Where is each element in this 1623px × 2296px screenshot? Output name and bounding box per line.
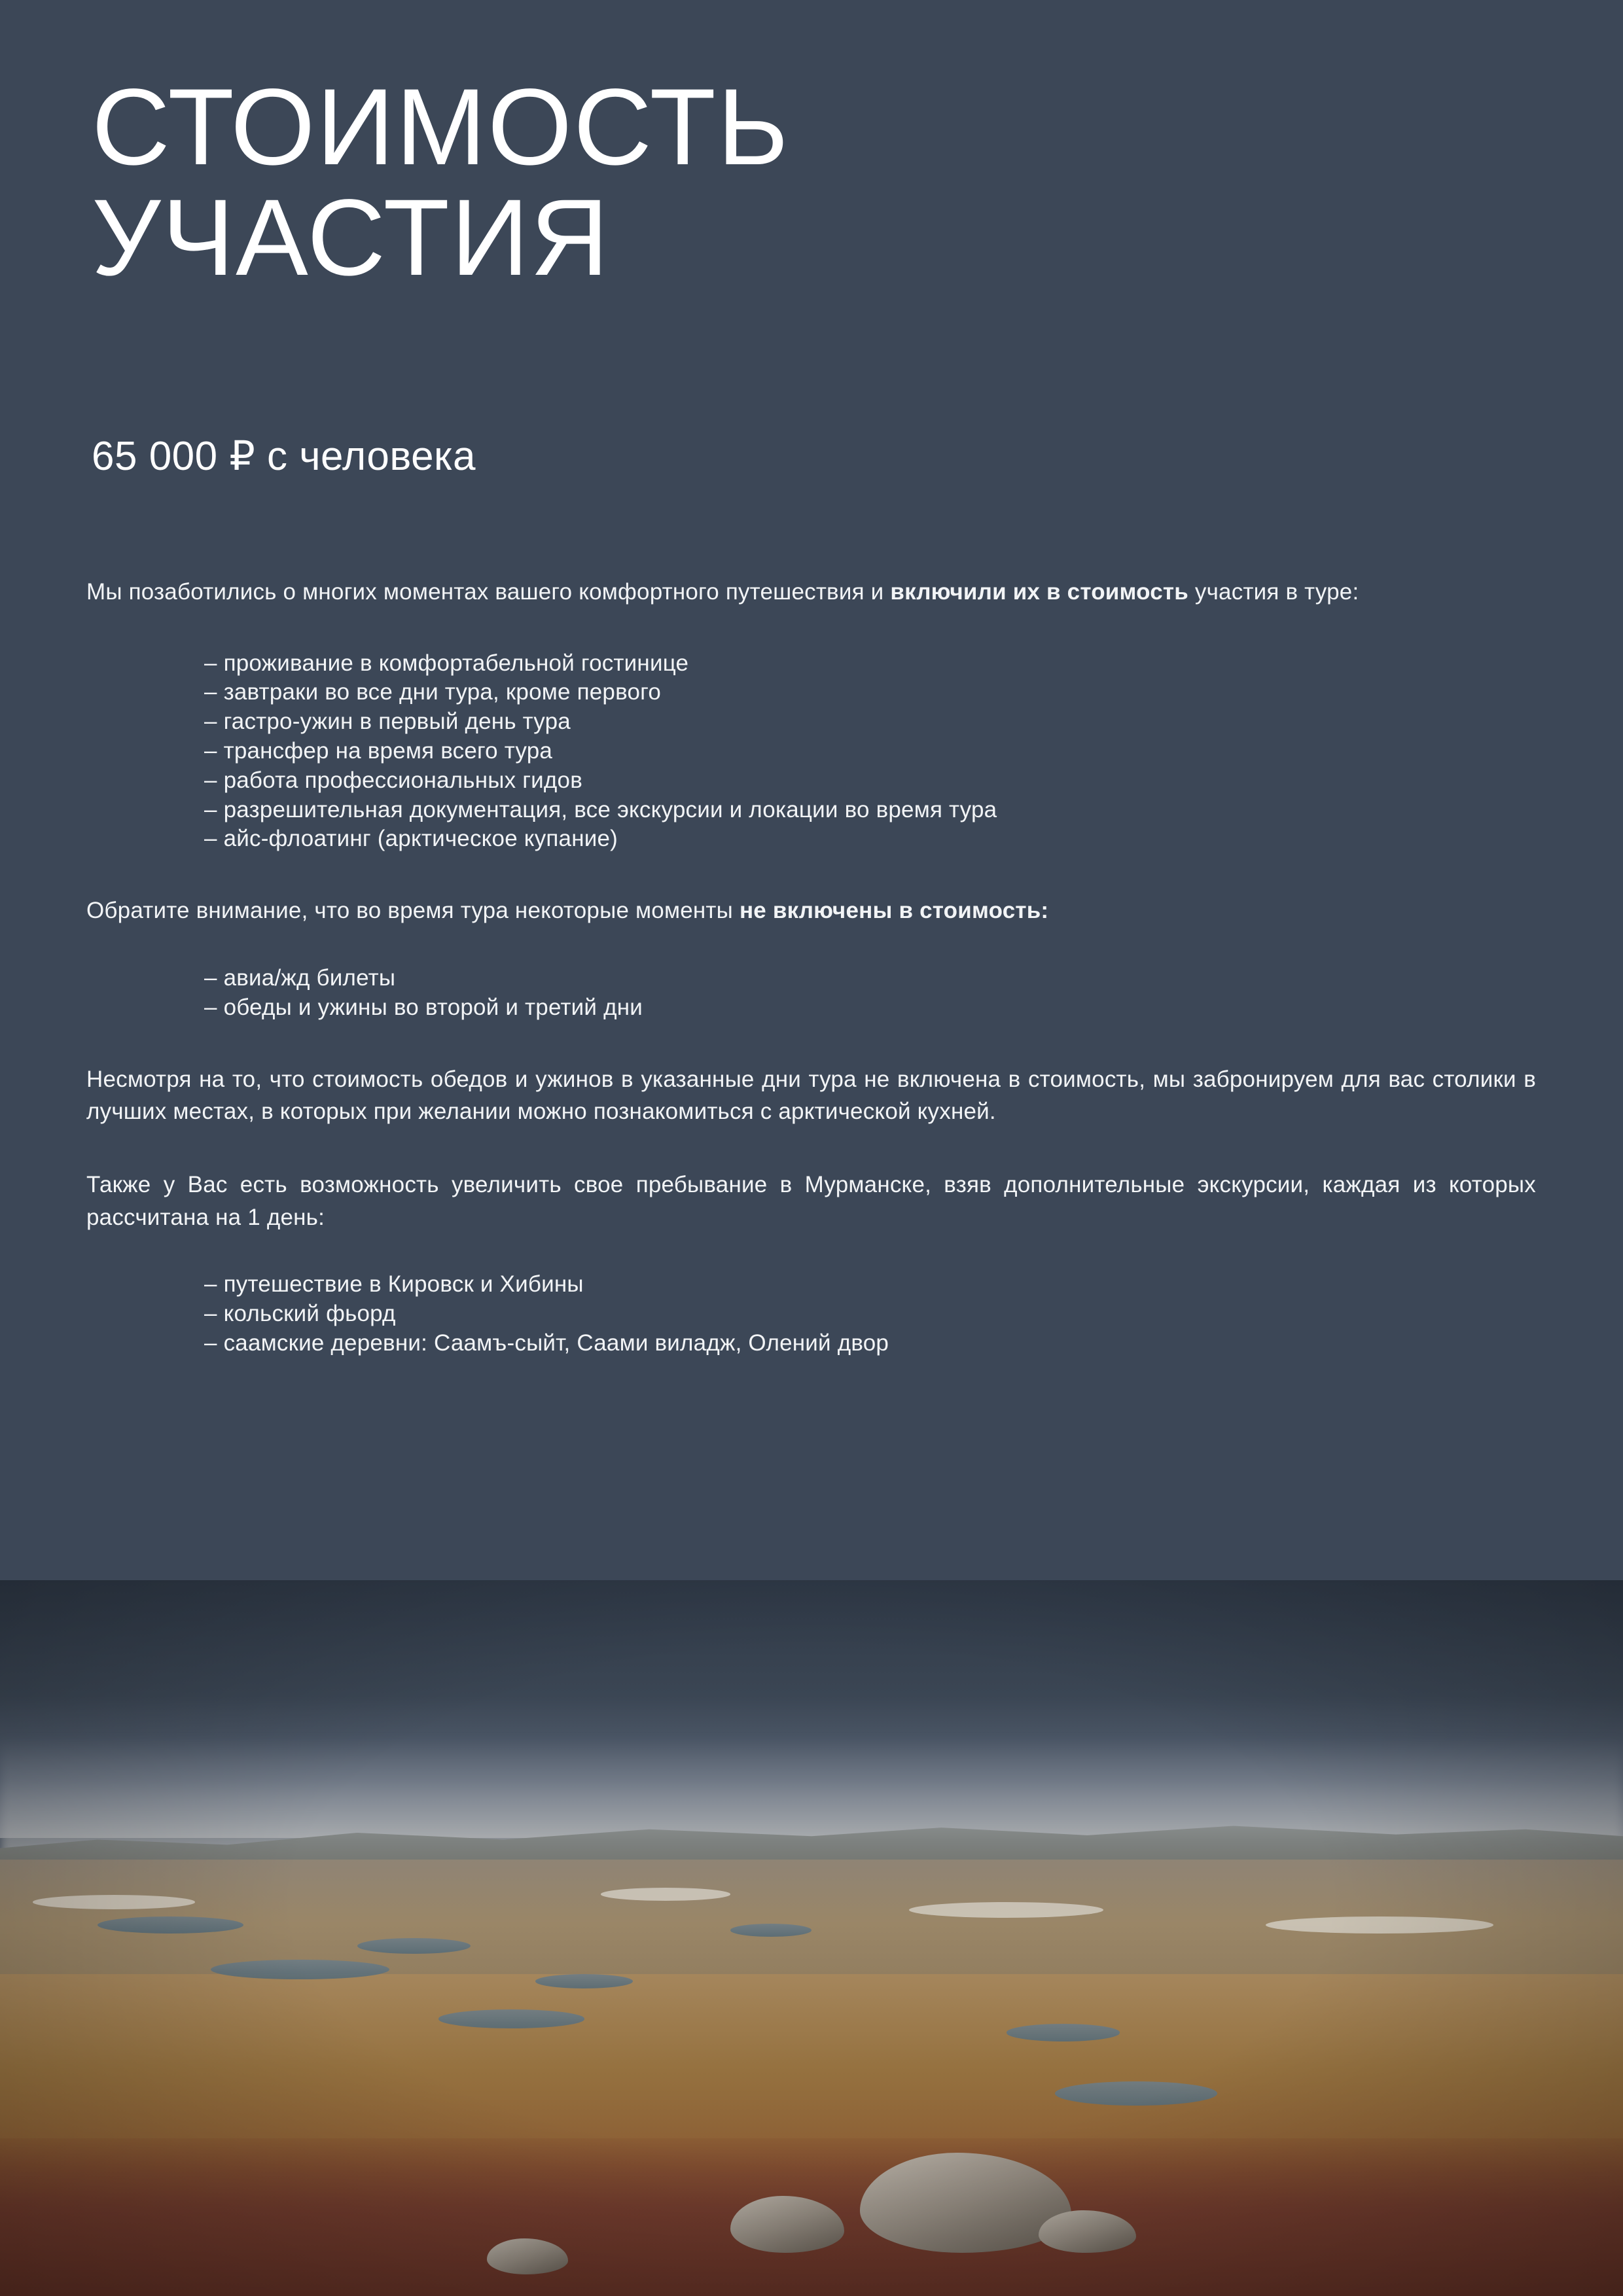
included-list	[86, 649, 1536, 855]
spacer	[86, 927, 1536, 964]
list-item: – работа профессиональных гидов	[204, 767, 583, 793]
spacer	[86, 609, 1536, 649]
list-item: – авиа/жд билеты	[204, 964, 396, 991]
page-title-line-2: УЧАСТИЯ	[92, 177, 611, 299]
list-item: – трансфер на время всего тура	[204, 738, 553, 764]
list-item: – айс-флоатинг (арктическое купание)	[204, 826, 618, 852]
spacer	[86, 1023, 1536, 1063]
extra-options-list	[86, 1270, 1536, 1358]
spacer	[86, 1128, 1536, 1169]
page-title	[92, 67, 1400, 299]
excluded-list	[86, 964, 1536, 1023]
intro-text-part-2: участия в туре:	[1188, 579, 1359, 605]
list-item: – путешествие в Кировск и Хибины	[204, 1271, 584, 1298]
list-item: – проживание в комфортабельной гостинице	[204, 650, 689, 676]
intro-text-bold: включили их в стоимость	[890, 579, 1188, 605]
list-item: – завтраки во все дни тура, кроме первого	[204, 679, 661, 705]
notice-paragraph	[86, 894, 1536, 927]
photo-vignette	[0, 1580, 1623, 2296]
note-paragraph: Несмотря на то, что стоимость обедов и ужинов в указанные дни тура не включена в стоимость, мы забронируем для вас столики в лучших местах, в которых при желании можно познакомиться с арктической кухней.	[86, 1066, 1536, 1125]
list-item: – саамские деревни: Саамъ-сыйт, Саами виладж, Олений двор	[204, 1330, 889, 1356]
list-item: – разрешительная документация, все экскурсии и локации во время тура	[204, 796, 997, 822]
spacer	[86, 854, 1536, 894]
intro-paragraph	[86, 576, 1536, 609]
spacer	[86, 1233, 1536, 1270]
list-item: – обеды и ужины во второй и третий дни	[204, 994, 643, 1020]
price-value: 65 000 ₽ с человека	[92, 434, 476, 479]
notice-text-bold: не включены в стоимость:	[739, 898, 1049, 924]
list-item: – кольский фьорд	[204, 1301, 396, 1327]
extra-paragraph: Также у Вас есть возможность увеличить свое пребывание в Мурманске, взяв дополнительные экскурсии, каждая из которых рассчитана на 1 день:	[86, 1171, 1536, 1230]
body-content	[86, 576, 1536, 1358]
intro-text-part-1: Мы позаботились о многих моментах вашего комфортного путешествия и	[86, 579, 891, 605]
list-item: – гастро-ужин в первый день тура	[204, 709, 571, 735]
page-title-line-1: СТОИМОСТЬ	[92, 67, 790, 188]
notice-text-part-1: Обратите внимание, что во время тура некоторые моменты	[86, 898, 740, 924]
tundra-photo	[0, 1580, 1623, 2296]
